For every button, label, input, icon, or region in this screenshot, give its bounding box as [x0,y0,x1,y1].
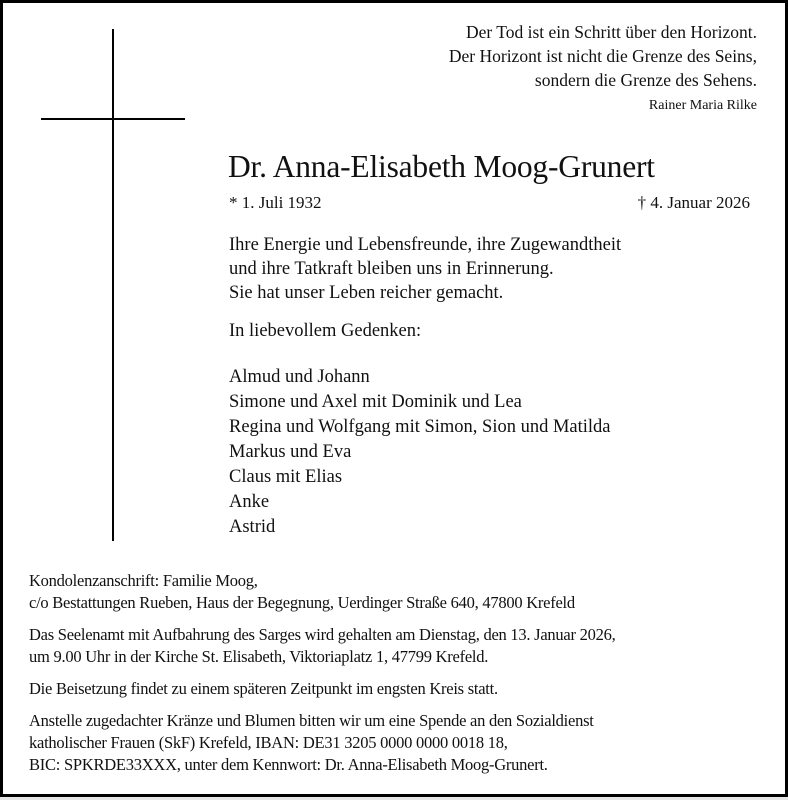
mourners-list [229,365,611,540]
info-line: Anstelle zugedachter Kränze und Blumen bitten wir um eine Spende an den Sozialdienst [29,711,594,730]
info-line: Kondolenzanschrift: Familie Moog, [29,571,258,590]
quote-author: Rainer Maria Rilke [648,98,757,113]
quote-line: Der Tod ist ein Schritt über den Horizont. [465,22,757,42]
quote-line: Der Horizont ist nicht die Grenze des Seins, [448,46,757,66]
death-date: † 4. Januar 2026 [637,193,750,212]
requiem-notice [29,624,615,668]
rilke-quote [449,20,757,117]
deceased-name: Dr. Anna-Elisabeth Moog-Grunert [228,149,655,184]
mourner-entry: Almud und Johann [229,367,370,387]
remembrance-label: In liebevollem Gedenken: [229,321,422,341]
donation-notice [29,710,615,776]
quote-line: sondern die Grenze des Sehens. [534,70,757,90]
mourner-entry: Markus und Eva [229,442,352,462]
mourner-entry: Anke [229,492,270,512]
mourner-entry: Astrid [229,517,276,537]
tribute-text [229,233,621,305]
tribute-line: Ihre Energie und Lebensfreunde, ihre Zugewandtheit [229,235,622,255]
info-line: katholischer Frauen (SkF) Krefeld, IBAN: DE31 3205 0000 0000 0018 18, [29,733,508,752]
info-line: c/o Bestattungen Rueben, Haus der Begegnung, Uerdinger Straße 640, 47800 Krefeld [29,593,575,612]
info-line: Das Seelenamt mit Aufbahrung des Sarges wird gehalten am Dienstag, den 13. Januar 2026, [29,625,616,644]
info-line: Die Beisetzung findet zu einem späteren Zeitpunkt im engsten Kreis statt. [29,679,498,698]
mourner-entry: Claus mit Elias [229,467,343,487]
tribute-line: Sie hat unser Leben reicher gemacht. [229,283,504,303]
info-line: BIC: SPKRDE33XXX, unter dem Kennwort: Dr. Anna-Elisabeth Moog-Grunert. [29,755,548,774]
mourner-entry: Regina und Wolfgang mit Simon, Sion und Matilda [229,417,611,437]
mourner-entry: Simone und Axel mit Dominik und Lea [229,392,522,412]
birth-date: * 1. Juli 1932 [229,193,322,212]
tribute-line: und ihre Tatkraft bleiben uns in Erinnerung. [229,259,554,279]
cross-icon-vertical [112,29,114,541]
info-line: um 9.00 Uhr in der Kirche St. Elisabeth, Viktoriaplatz 1, 47799 Krefeld. [29,647,489,666]
funeral-information [29,570,615,786]
condolence-address [29,570,615,614]
burial-notice [29,678,615,700]
cross-icon-horizontal [41,118,185,120]
